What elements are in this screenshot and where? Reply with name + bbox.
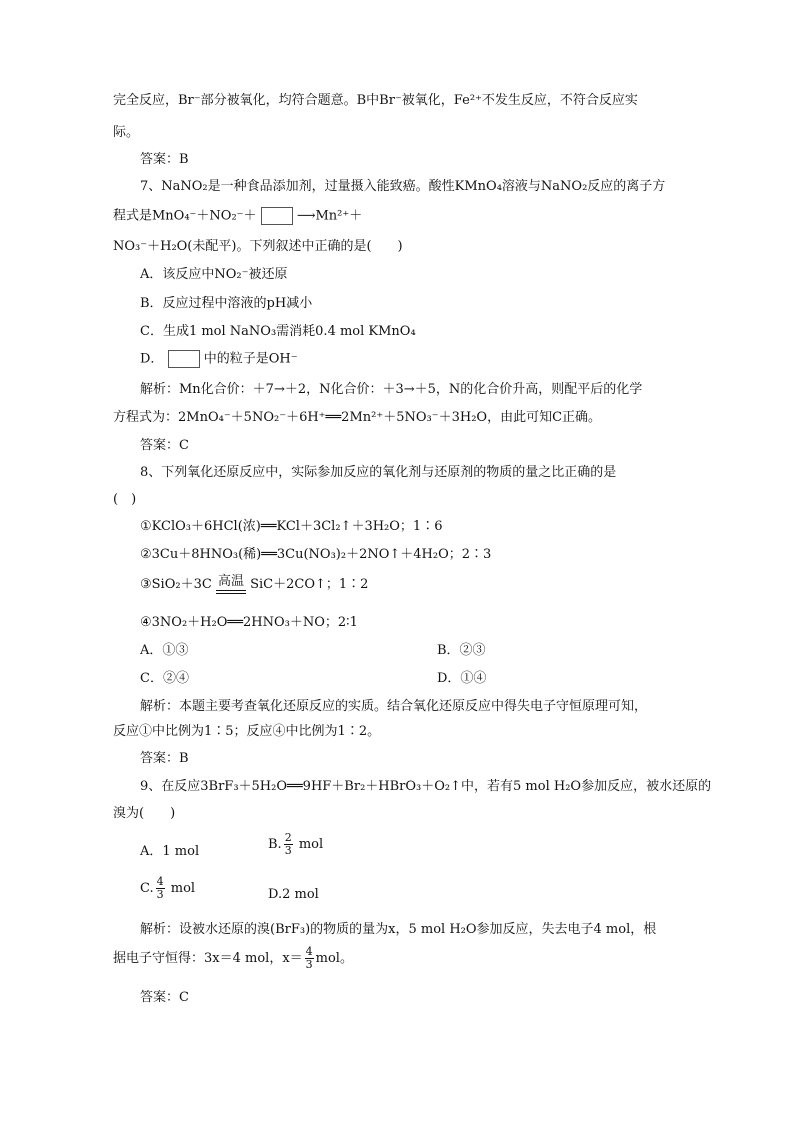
option-label: B.: [268, 837, 282, 852]
question-9-option-b: [268, 832, 323, 857]
text-line: 际。: [113, 125, 140, 140]
question-7-option-c: C．生成1 mol NaNO₃需消耗0.4 mol KMnO₄: [140, 324, 416, 339]
question-8-bracket: ( ): [113, 492, 137, 507]
question-7-solution-cont: 方程式为：2MnO₄⁻＋5NO₂⁻＋6H⁺══2Mn²⁺＋5NO₃⁻＋3H₂O，由此可知C正确。: [113, 410, 602, 425]
question-9-solution: 解析：设被水还原的溴(BrF₃)的物质的量为x，5 mol H₂O参加反应，失去电子4 mol，根: [140, 922, 657, 937]
answer-8: 答案：B: [140, 751, 189, 766]
question-7-option-b: B．反应过程中溶液的pH减小: [140, 296, 313, 311]
double-line: [216, 590, 246, 594]
denominator: 3: [284, 844, 292, 857]
question-8-option-a: A．①③: [140, 643, 189, 658]
answer-9: 答案：C: [140, 990, 189, 1005]
question-8-reaction-4: ④3NO₂＋H₂O══2HNO₃＋NO；2∶1: [140, 615, 358, 630]
text-line: 完全反应，Br⁻部分被氧化，均符合题意。B中Br⁻被氧化，Fe²⁺不发生反应，不符合反应实: [113, 93, 638, 108]
numerator: 4: [305, 945, 313, 958]
option-label: D．: [140, 351, 164, 367]
question-9-option-d: D.2 mol: [268, 887, 319, 902]
condition-label: 高温: [217, 574, 244, 589]
denominator: 3: [305, 958, 313, 971]
question-8-solution-cont: 反应①中比例为1∶5；反应④中比例为1∶2。: [113, 724, 381, 739]
question-9-option-a: A．1 mol: [140, 844, 200, 859]
question-8-reaction-2: ②3Cu＋8HNO₃(稀)══3Cu(NO₃)₂＋2NO↑＋4H₂O；2∶3: [140, 547, 492, 562]
question-8-option-c: C．②④: [140, 671, 189, 686]
equation-part: 程式是MnO₄⁻＋NO₂⁻＋: [113, 208, 257, 224]
question-8-reaction-1: ①KClO₃＋6HCl(浓)══KCl＋3Cl₂↑＋3H₂O；1∶6: [140, 519, 443, 534]
solution-part: mol。: [315, 951, 353, 966]
option-label: C.: [140, 881, 154, 896]
unit: mol: [170, 881, 196, 896]
question-9-stem: 9、在反应3BrF₃＋5H₂O══9HF＋Br₂＋HBrO₃＋O₂↑中，若有5 mol H₂O参加反应，被水还原的: [140, 779, 712, 794]
question-9-solution-cont: [113, 946, 353, 971]
solution-part: 据电子守恒得：3x＝4 mol，x＝: [113, 951, 303, 966]
denominator: 3: [156, 888, 164, 901]
numerator: 2: [284, 831, 292, 844]
question-8-option-d: D．①④: [437, 671, 487, 686]
reaction-part: ③SiO₂＋3C: [140, 577, 212, 592]
reaction-condition: [216, 574, 246, 594]
question-7-equation: [113, 207, 362, 226]
reaction-part: SiC＋2CO↑；1∶2: [250, 577, 369, 592]
question-7-solution: 解析：Mn化合价：＋7→＋2，N化合价：＋3→＋5，N的化合价升高，则配平后的化学: [140, 382, 643, 397]
fraction: [284, 832, 293, 857]
fraction: [156, 876, 165, 901]
question-8-stem: 8、下列氧化还原反应中，实际参加反应的氧化剂与还原剂的物质的量之比正确的是: [140, 465, 617, 480]
numerator: 4: [156, 875, 164, 888]
question-8-option-b: B．②③: [437, 643, 486, 658]
unit: mol: [298, 837, 324, 852]
answer-6: 答案：B: [140, 152, 189, 167]
blank-box: [168, 350, 200, 368]
question-7-option-a: A．该反应中NO₂⁻被还原: [140, 267, 288, 282]
answer-7: 答案：C: [140, 438, 189, 453]
blank-box: [261, 207, 293, 225]
question-9-stem-cont: 溴为( ): [113, 806, 176, 821]
question-7-equation-cont: NO₃⁻＋H₂O(未配平)。下列叙述中正确的是( ): [113, 239, 403, 254]
equation-part: ⟶Mn²⁺＋: [296, 208, 363, 224]
question-7-stem: 7、NaNO₂是一种食品添加剂，过量摄入能致癌。酸性KMnO₄溶液与NaNO₂反应的离子方: [140, 179, 666, 194]
option-text: 中的粒子是OH⁻: [203, 351, 298, 367]
question-8-reaction-3: [140, 574, 368, 594]
question-7-option-d: [140, 350, 298, 369]
question-9-option-c: [140, 876, 195, 901]
question-8-solution: 解析：本题主要考查氧化还原反应的实质。结合氧化还原反应中得失电子守恒原理可知，: [140, 699, 648, 714]
fraction: [305, 946, 314, 971]
